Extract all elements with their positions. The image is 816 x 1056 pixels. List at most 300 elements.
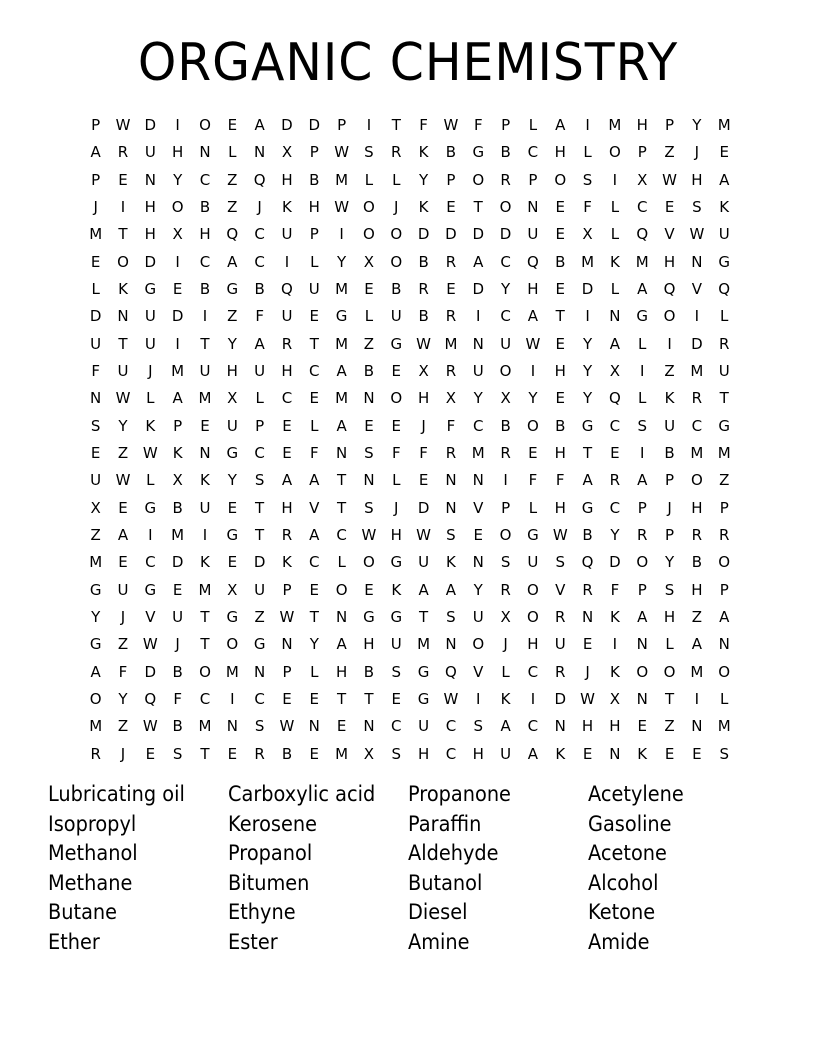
grid-letter[interactable]: X <box>637 170 648 189</box>
grid-letter[interactable]: E <box>200 416 210 435</box>
grid-letter[interactable]: K <box>446 553 456 572</box>
grid-letter[interactable]: D <box>253 553 266 572</box>
grid-letter[interactable]: U <box>308 280 320 299</box>
grid-letter[interactable]: I <box>120 198 126 217</box>
grid-letter[interactable]: A <box>719 170 730 189</box>
grid-letter[interactable]: D <box>445 225 457 244</box>
grid-letter[interactable]: O <box>171 198 184 217</box>
grid-letter[interactable]: L <box>610 198 620 217</box>
grid-letter[interactable]: T <box>555 307 565 326</box>
grid-letter[interactable]: L <box>528 498 538 517</box>
grid-letter[interactable]: N <box>527 198 539 217</box>
grid-letter[interactable]: H <box>527 635 539 654</box>
grid-letter[interactable]: O <box>226 635 239 654</box>
grid-letter[interactable]: C <box>391 717 402 736</box>
grid-letter[interactable]: E <box>555 225 565 244</box>
grid-letter[interactable]: G <box>226 444 239 463</box>
grid-letter[interactable]: C <box>254 225 265 244</box>
grid-letter[interactable]: Q <box>281 280 293 299</box>
grid-letter[interactable]: R <box>555 608 566 627</box>
grid-letter[interactable]: S <box>719 744 729 763</box>
grid-letter[interactable]: E <box>282 416 292 435</box>
grid-letter[interactable]: E <box>555 334 565 353</box>
grid-letter[interactable]: F <box>91 362 100 381</box>
grid-letter[interactable]: P <box>501 116 511 135</box>
grid-letter[interactable]: A <box>582 471 593 490</box>
grid-letter[interactable]: D <box>281 116 293 135</box>
grid-letter[interactable]: U <box>90 471 102 490</box>
grid-letter[interactable]: Z <box>90 526 101 545</box>
grid-letter[interactable]: D <box>499 225 512 244</box>
grid-letter[interactable]: N <box>636 635 648 654</box>
grid-letter[interactable]: I <box>694 307 700 326</box>
grid-letter[interactable]: N <box>609 307 621 326</box>
grid-letter[interactable]: G <box>390 553 403 572</box>
grid-letter[interactable]: H <box>663 252 676 271</box>
grid-letter[interactable]: T <box>719 389 729 408</box>
grid-letter[interactable]: H <box>472 744 484 763</box>
grid-letter[interactable]: C <box>527 143 539 162</box>
grid-letter[interactable]: P <box>665 526 675 545</box>
grid-letter[interactable]: O <box>554 170 567 189</box>
grid-letter[interactable]: A <box>527 744 539 763</box>
grid-letter[interactable]: L <box>583 143 592 162</box>
grid-letter[interactable]: N <box>363 717 375 736</box>
grid-letter[interactable]: T <box>364 690 374 709</box>
grid-letter[interactable]: N <box>199 143 211 162</box>
grid-letter[interactable]: G <box>363 608 375 627</box>
grid-letter[interactable]: W <box>416 334 432 353</box>
grid-letter[interactable]: C <box>254 690 265 709</box>
grid-letter[interactable]: R <box>445 444 457 463</box>
grid-letter[interactable]: D <box>144 116 157 135</box>
grid-letter[interactable]: W <box>334 198 350 217</box>
grid-letter[interactable]: M <box>417 635 431 654</box>
grid-letter[interactable]: E <box>528 444 538 463</box>
grid-letter[interactable]: U <box>144 307 156 326</box>
grid-letter[interactable]: T <box>255 498 265 517</box>
grid-letter[interactable]: W <box>142 635 158 654</box>
grid-letter[interactable]: G <box>527 526 539 545</box>
grid-letter[interactable]: C <box>199 252 211 271</box>
grid-letter[interactable]: G <box>390 608 403 627</box>
grid-letter[interactable]: L <box>392 471 401 490</box>
grid-letter[interactable]: M <box>717 444 731 463</box>
grid-letter[interactable]: N <box>117 307 129 326</box>
grid-letter[interactable]: M <box>690 444 704 463</box>
grid-letter[interactable]: I <box>175 252 180 271</box>
grid-letter[interactable]: M <box>471 444 485 463</box>
grid-letter[interactable]: R <box>718 334 730 353</box>
grid-letter[interactable]: M <box>89 553 103 572</box>
grid-letter[interactable]: L <box>310 252 319 271</box>
grid-letter[interactable]: M <box>335 334 349 353</box>
grid-letter[interactable]: D <box>472 280 485 299</box>
grid-letter[interactable]: J <box>694 143 700 162</box>
grid-letter[interactable]: M <box>444 334 458 353</box>
grid-letter[interactable]: N <box>90 389 102 408</box>
grid-letter[interactable]: Y <box>227 471 237 490</box>
grid-letter[interactable]: B <box>363 662 375 681</box>
grid-letter[interactable]: O <box>663 662 676 681</box>
grid-letter[interactable]: B <box>254 280 265 299</box>
grid-letter[interactable]: L <box>720 307 729 326</box>
grid-letter[interactable]: U <box>254 362 266 381</box>
grid-letter[interactable]: Y <box>118 690 128 709</box>
grid-letter[interactable]: K <box>609 252 620 271</box>
grid-letter[interactable]: U <box>472 362 484 381</box>
grid-letter[interactable]: I <box>585 116 590 135</box>
grid-letter[interactable]: B <box>555 416 566 435</box>
grid-letter[interactable]: X <box>445 389 457 408</box>
grid-letter[interactable]: Y <box>337 252 347 271</box>
grid-letter[interactable]: O <box>608 143 621 162</box>
grid-letter[interactable]: F <box>446 416 456 435</box>
grid-letter[interactable]: U <box>144 334 156 353</box>
grid-letter[interactable]: W <box>689 225 705 244</box>
grid-letter[interactable]: X <box>609 690 621 709</box>
grid-letter[interactable]: E <box>391 362 402 381</box>
grid-letter[interactable]: P <box>282 580 292 599</box>
grid-letter[interactable]: K <box>118 280 128 299</box>
grid-letter[interactable]: E <box>282 444 292 463</box>
grid-letter[interactable]: M <box>171 526 185 545</box>
grid-letter[interactable]: O <box>690 471 703 490</box>
grid-letter[interactable]: C <box>500 252 511 271</box>
grid-letter[interactable]: D <box>691 334 703 353</box>
grid-letter[interactable]: E <box>664 744 675 763</box>
grid-letter[interactable]: I <box>585 307 590 326</box>
grid-letter[interactable]: C <box>145 553 156 572</box>
grid-letter[interactable]: A <box>637 280 648 299</box>
grid-letter[interactable]: F <box>528 471 538 490</box>
grid-letter[interactable]: I <box>284 252 290 271</box>
grid-letter[interactable]: T <box>391 116 401 135</box>
grid-letter[interactable]: Z <box>117 444 129 463</box>
grid-letter[interactable]: N <box>226 717 238 736</box>
grid-letter[interactable]: X <box>281 143 293 162</box>
grid-letter[interactable]: M <box>335 744 349 763</box>
grid-letter[interactable]: G <box>226 526 239 545</box>
grid-letter[interactable]: J <box>394 198 399 217</box>
grid-letter[interactable]: C <box>609 416 621 435</box>
grid-letter[interactable]: B <box>418 252 429 271</box>
grid-letter[interactable]: Y <box>610 526 620 545</box>
grid-letter[interactable]: R <box>691 389 703 408</box>
grid-letter[interactable]: I <box>175 116 180 135</box>
grid-letter[interactable]: X <box>500 608 511 627</box>
grid-letter[interactable]: J <box>421 416 426 435</box>
grid-letter[interactable]: C <box>500 307 511 326</box>
grid-letter[interactable]: H <box>691 580 703 599</box>
grid-letter[interactable]: D <box>417 225 430 244</box>
grid-letter[interactable]: A <box>336 635 347 654</box>
grid-letter[interactable]: C <box>445 744 457 763</box>
grid-letter[interactable]: K <box>664 389 675 408</box>
grid-letter[interactable]: U <box>117 362 129 381</box>
grid-letter[interactable]: F <box>583 198 592 217</box>
grid-letter[interactable]: L <box>337 553 346 572</box>
grid-letter[interactable]: B <box>199 280 211 299</box>
grid-letter[interactable]: O <box>199 662 211 681</box>
grid-letter[interactable]: X <box>363 744 375 763</box>
grid-letter[interactable]: M <box>581 252 595 271</box>
grid-letter[interactable]: I <box>667 334 672 353</box>
grid-letter[interactable]: X <box>172 471 183 490</box>
grid-letter[interactable]: K <box>609 662 620 681</box>
grid-letter[interactable]: Y <box>227 334 237 353</box>
grid-letter[interactable]: W <box>279 717 295 736</box>
grid-letter[interactable]: A <box>719 608 730 627</box>
grid-letter[interactable]: E <box>555 198 565 217</box>
grid-letter[interactable]: L <box>501 662 510 681</box>
grid-letter[interactable]: R <box>445 307 457 326</box>
grid-letter[interactable]: L <box>310 416 319 435</box>
grid-letter[interactable]: D <box>308 116 321 135</box>
grid-letter[interactable]: Y <box>473 580 483 599</box>
grid-letter[interactable]: F <box>255 307 264 326</box>
grid-letter[interactable]: M <box>608 116 622 135</box>
grid-letter[interactable]: K <box>637 744 648 763</box>
grid-letter[interactable]: C <box>199 170 211 189</box>
grid-letter[interactable]: Y <box>473 389 483 408</box>
grid-letter[interactable]: S <box>391 744 402 763</box>
grid-letter[interactable]: A <box>691 635 703 654</box>
grid-letter[interactable]: A <box>637 608 648 627</box>
grid-letter[interactable]: U <box>527 553 539 572</box>
grid-letter[interactable]: H <box>363 635 375 654</box>
grid-letter[interactable]: P <box>637 143 647 162</box>
grid-letter[interactable]: U <box>500 744 512 763</box>
grid-letter[interactable]: M <box>635 252 649 271</box>
grid-letter[interactable]: H <box>554 143 566 162</box>
grid-letter[interactable]: E <box>692 744 702 763</box>
grid-letter[interactable]: Q <box>581 553 594 572</box>
grid-letter[interactable]: R <box>254 744 265 763</box>
grid-letter[interactable]: J <box>257 198 262 217</box>
grid-letter[interactable]: G <box>417 690 430 709</box>
grid-letter[interactable]: T <box>118 225 128 244</box>
grid-letter[interactable]: C <box>527 717 539 736</box>
grid-letter[interactable]: E <box>391 416 402 435</box>
grid-letter[interactable]: L <box>638 389 647 408</box>
grid-letter[interactable]: P <box>309 143 319 162</box>
grid-letter[interactable]: U <box>281 225 293 244</box>
grid-letter[interactable]: O <box>363 553 375 572</box>
grid-letter[interactable]: C <box>199 690 211 709</box>
grid-letter[interactable]: T <box>200 635 210 654</box>
grid-letter[interactable]: J <box>93 198 98 217</box>
grid-letter[interactable]: I <box>175 334 180 353</box>
grid-letter[interactable]: U <box>390 307 402 326</box>
grid-letter[interactable]: N <box>472 334 484 353</box>
grid-letter[interactable]: Q <box>663 280 676 299</box>
grid-letter[interactable]: E <box>309 690 320 709</box>
grid-letter[interactable]: I <box>612 170 618 189</box>
grid-letter[interactable]: B <box>500 416 511 435</box>
grid-letter[interactable]: A <box>527 307 539 326</box>
grid-letter[interactable]: I <box>612 635 618 654</box>
grid-letter[interactable]: L <box>91 280 100 299</box>
grid-letter[interactable]: D <box>581 280 594 299</box>
grid-letter[interactable]: W <box>334 143 350 162</box>
grid-letter[interactable]: C <box>336 526 347 545</box>
grid-letter[interactable]: K <box>609 608 620 627</box>
grid-letter[interactable]: Z <box>117 635 129 654</box>
grid-letter[interactable]: T <box>419 608 429 627</box>
grid-letter[interactable]: R <box>582 580 593 599</box>
grid-letter[interactable]: Z <box>719 471 730 490</box>
grid-letter[interactable]: H <box>144 225 156 244</box>
grid-letter[interactable]: S <box>254 471 265 490</box>
grid-letter[interactable]: N <box>336 444 348 463</box>
grid-letter[interactable]: N <box>691 252 703 271</box>
grid-letter[interactable]: B <box>172 662 183 681</box>
grid-letter[interactable]: A <box>637 471 648 490</box>
grid-letter[interactable]: S <box>254 717 265 736</box>
grid-letter[interactable]: Z <box>691 608 703 627</box>
grid-letter[interactable]: T <box>664 690 675 709</box>
grid-letter[interactable]: S <box>364 444 374 463</box>
grid-letter[interactable]: R <box>391 143 402 162</box>
grid-letter[interactable]: O <box>663 307 676 326</box>
grid-letter[interactable]: A <box>117 526 129 545</box>
grid-letter[interactable]: H <box>663 608 676 627</box>
grid-letter[interactable]: T <box>309 608 319 627</box>
grid-letter[interactable]: Y <box>692 116 702 135</box>
grid-letter[interactable]: K <box>145 416 156 435</box>
grid-letter[interactable]: J <box>585 662 590 681</box>
grid-letter[interactable]: Z <box>117 717 129 736</box>
grid-letter[interactable]: B <box>172 717 183 736</box>
grid-letter[interactable]: Y <box>173 170 183 189</box>
grid-letter[interactable]: R <box>500 170 511 189</box>
grid-letter[interactable]: Q <box>226 225 239 244</box>
grid-letter[interactable]: H <box>390 526 402 545</box>
grid-letter[interactable]: N <box>609 744 621 763</box>
grid-letter[interactable]: R <box>418 280 429 299</box>
grid-letter[interactable]: B <box>664 444 675 463</box>
grid-letter[interactable]: N <box>144 170 156 189</box>
grid-letter[interactable]: P <box>665 116 675 135</box>
grid-letter[interactable]: I <box>640 362 645 381</box>
grid-letter[interactable]: L <box>255 389 264 408</box>
grid-letter[interactable]: W <box>115 471 131 490</box>
grid-letter[interactable]: G <box>226 608 239 627</box>
grid-letter[interactable]: Z <box>227 198 238 217</box>
grid-letter[interactable]: E <box>664 198 675 217</box>
grid-letter[interactable]: E <box>227 116 238 135</box>
grid-letter[interactable]: H <box>172 143 184 162</box>
grid-letter[interactable]: N <box>636 690 648 709</box>
grid-letter[interactable]: G <box>144 280 157 299</box>
grid-letter[interactable]: B <box>199 198 211 217</box>
grid-letter[interactable]: P <box>719 580 729 599</box>
grid-letter[interactable]: X <box>363 252 375 271</box>
grid-letter[interactable]: U <box>718 362 730 381</box>
grid-letter[interactable]: E <box>364 580 374 599</box>
grid-letter[interactable]: W <box>552 526 568 545</box>
grid-letter[interactable]: X <box>90 498 101 517</box>
grid-letter[interactable]: O <box>472 635 485 654</box>
grid-letter[interactable]: Y <box>91 608 101 627</box>
grid-letter[interactable]: I <box>503 471 508 490</box>
grid-letter[interactable]: U <box>254 580 266 599</box>
grid-letter[interactable]: T <box>337 690 347 709</box>
grid-letter[interactable]: F <box>173 690 182 709</box>
grid-letter[interactable]: S <box>555 553 565 572</box>
grid-letter[interactable]: H <box>581 717 594 736</box>
grid-letter[interactable]: L <box>665 635 674 654</box>
grid-letter[interactable]: S <box>446 526 456 545</box>
grid-letter[interactable]: J <box>667 498 672 517</box>
grid-letter[interactable]: A <box>172 389 183 408</box>
grid-letter[interactable]: W <box>142 717 158 736</box>
grid-letter[interactable]: S <box>473 717 484 736</box>
grid-letter[interactable]: E <box>582 744 593 763</box>
grid-letter[interactable]: A <box>555 116 566 135</box>
grid-letter[interactable]: G <box>89 580 102 599</box>
grid-letter[interactable]: M <box>225 662 239 681</box>
grid-letter[interactable]: H <box>554 444 566 463</box>
grid-letter[interactable]: L <box>720 690 729 709</box>
grid-letter[interactable]: R <box>691 526 703 545</box>
grid-letter[interactable]: K <box>200 553 210 572</box>
grid-letter[interactable]: S <box>692 198 702 217</box>
grid-letter[interactable]: C <box>636 198 648 217</box>
grid-letter[interactable]: V <box>473 662 484 681</box>
grid-letter[interactable]: L <box>528 116 538 135</box>
grid-letter[interactable]: N <box>363 389 375 408</box>
grid-letter[interactable]: O <box>718 553 731 572</box>
grid-letter[interactable]: Q <box>445 662 457 681</box>
grid-letter[interactable]: Y <box>664 553 675 572</box>
grid-letter[interactable]: S <box>172 744 183 763</box>
grid-letter[interactable]: H <box>691 498 703 517</box>
grid-letter[interactable]: F <box>118 662 128 681</box>
grid-letter[interactable]: V <box>145 608 156 627</box>
grid-letter[interactable]: O <box>527 608 539 627</box>
grid-letter[interactable]: S <box>500 553 511 572</box>
grid-letter[interactable]: I <box>640 444 645 463</box>
grid-letter[interactable]: K <box>172 444 183 463</box>
grid-letter[interactable]: Z <box>254 608 265 627</box>
grid-letter[interactable]: I <box>202 526 208 545</box>
grid-letter[interactable]: K <box>555 744 566 763</box>
grid-letter[interactable]: A <box>90 143 101 162</box>
grid-letter[interactable]: U <box>172 608 184 627</box>
grid-letter[interactable]: P <box>501 498 511 517</box>
grid-letter[interactable]: O <box>363 225 375 244</box>
grid-letter[interactable]: N <box>581 608 594 627</box>
grid-letter[interactable]: O <box>636 662 649 681</box>
grid-letter[interactable]: H <box>281 498 293 517</box>
grid-letter[interactable]: N <box>472 553 484 572</box>
grid-letter[interactable]: A <box>254 334 265 353</box>
grid-letter[interactable]: T <box>255 526 265 545</box>
grid-letter[interactable]: U <box>117 580 129 599</box>
grid-letter[interactable]: T <box>309 334 319 353</box>
grid-letter[interactable]: P <box>665 471 675 490</box>
grid-letter[interactable]: S <box>637 416 647 435</box>
grid-letter[interactable]: J <box>148 362 153 381</box>
grid-letter[interactable]: U <box>390 635 402 654</box>
grid-letter[interactable]: E <box>118 553 128 572</box>
grid-letter[interactable]: B <box>309 170 320 189</box>
grid-letter[interactable]: E <box>555 389 565 408</box>
grid-letter[interactable]: P <box>446 170 456 189</box>
grid-letter[interactable]: Z <box>664 362 675 381</box>
